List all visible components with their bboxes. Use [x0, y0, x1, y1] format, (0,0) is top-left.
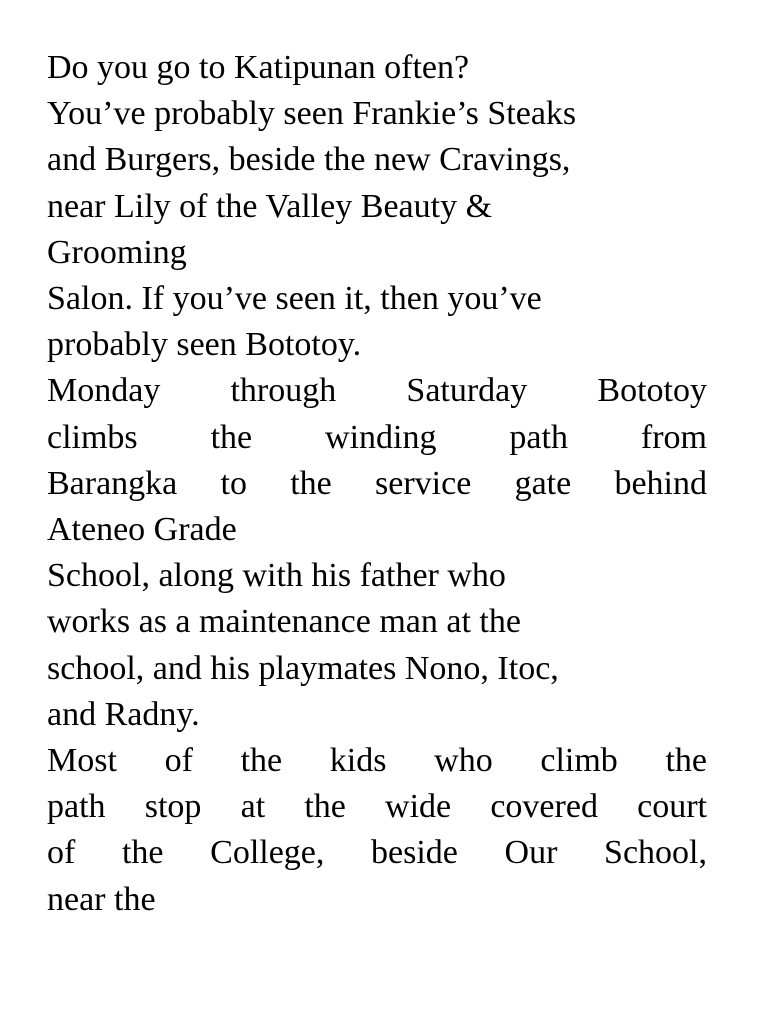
text-line: of the College, beside Our School, — [47, 834, 707, 872]
text-line: school, and his playmates Nono, Itoc, — [47, 649, 559, 687]
text-line: Do you go to Katipunan often? — [47, 49, 470, 86]
text-line: Grooming — [47, 233, 187, 271]
text-line: Ateneo Grade — [47, 511, 237, 549]
body-text — [47, 45, 727, 923]
text-line: and Radny. — [47, 695, 200, 733]
text-line: You’ve probably seen Frankie’s Steaks — [47, 95, 577, 133]
text-line: probably seen Bototoy. — [47, 326, 362, 364]
text-line: near the — [47, 880, 156, 918]
text-line: works as a maintenance man at the — [47, 603, 521, 641]
text-line: near Lily of the Valley Beauty & — [47, 187, 493, 225]
text-line: and Burgers, beside the new Cravings, — [47, 141, 571, 179]
text-line: Most of the kids who climb the — [47, 742, 707, 780]
text-line: Salon. If you’ve seen it, then you’ve — [47, 280, 542, 318]
text-line: climbs the winding path from — [47, 418, 707, 456]
text-line: Barangka to the service gate behind — [47, 464, 707, 502]
text-line: School, along with his father who — [47, 557, 506, 595]
text-line: Monday through Saturday Bototoy — [47, 372, 707, 410]
text-line: path stop at the wide covered court — [47, 788, 707, 826]
